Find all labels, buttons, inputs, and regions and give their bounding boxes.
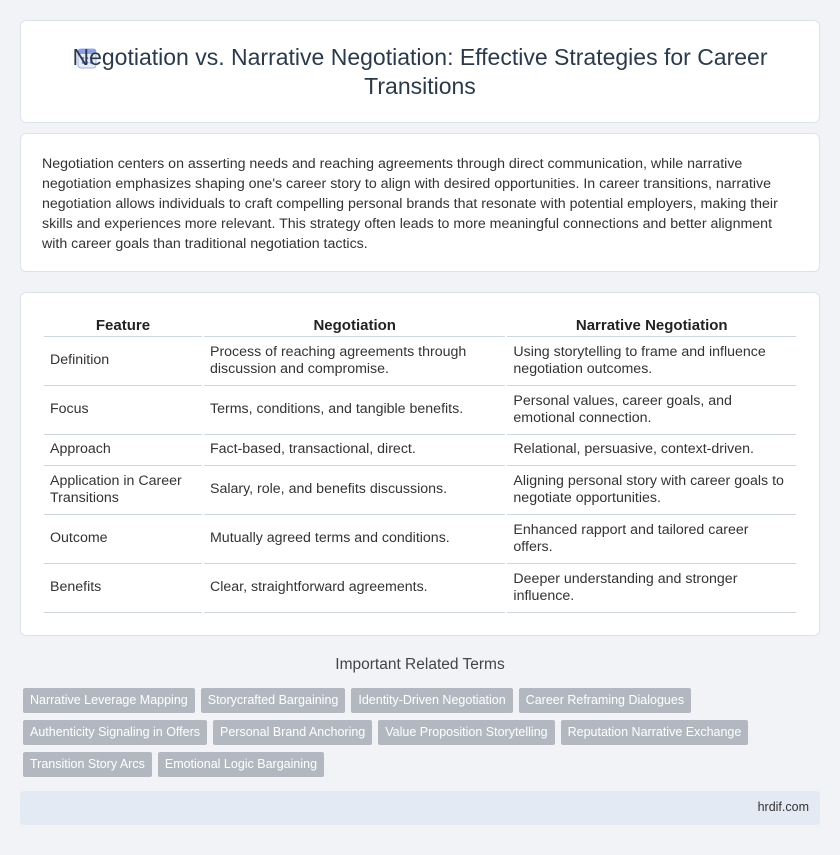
related-term-tag[interactable]: Authenticity Signaling in Offers: [23, 720, 207, 745]
comparison-card: [20, 292, 820, 636]
table-row: [44, 515, 796, 564]
table-header-row: [44, 315, 796, 337]
negotiation-cell: Salary, role, and benefits discussions.: [204, 466, 505, 515]
table-row: [44, 337, 796, 386]
table-row: [44, 466, 796, 515]
negotiation-cell: Clear, straightforward agreements.: [204, 564, 505, 613]
negotiation-cell: Terms, conditions, and tangible benefits.: [204, 386, 505, 435]
negotiation-cell: Mutually agreed terms and conditions.: [204, 515, 505, 564]
narrative-cell: Using storytelling to frame and influence negotiation outcomes.: [507, 337, 796, 386]
summary-card: [20, 133, 820, 272]
narrative-cell: Personal values, career goals, and emotional connection.: [507, 386, 796, 435]
feature-cell: Definition: [44, 337, 202, 386]
narrative-cell: Aligning personal story with career goals to negotiate opportunities.: [507, 466, 796, 515]
header-feature: Feature: [44, 315, 202, 337]
narrative-cell: Relational, persuasive, context-driven.: [507, 435, 796, 466]
feature-cell: Focus: [44, 386, 202, 435]
negotiation-cell: Fact-based, transactional, direct.: [204, 435, 505, 466]
feature-cell: Approach: [44, 435, 202, 466]
comparison-table: [42, 315, 798, 613]
title-card: [20, 20, 820, 123]
narrative-cell: Deeper understanding and stronger influence.: [507, 564, 796, 613]
page-title: Negotiation vs. Narrative Negotiation: Effective Strategies for Career Transitions: [72, 44, 768, 99]
related-term-tag[interactable]: Value Proposition Storytelling: [378, 720, 554, 745]
header-negotiation: Negotiation: [204, 315, 505, 337]
header-narrative-negotiation: Narrative Negotiation: [507, 315, 796, 337]
related-term-tag[interactable]: Identity-Driven Negotiation: [351, 688, 512, 713]
feature-cell: Application in Career Transitions: [44, 466, 202, 515]
table-row: [44, 564, 796, 613]
related-term-tag[interactable]: Narrative Leverage Mapping: [23, 688, 195, 713]
table-row: [44, 386, 796, 435]
related-term-tag[interactable]: Storycrafted Bargaining: [201, 688, 346, 713]
negotiation-cell: Process of reaching agreements through discussion and compromise.: [204, 337, 505, 386]
summary-paragraph: Negotiation centers on asserting needs and reaching agreements through direct communication, while narrative negotiation emphasizes shaping one's career story to align with desired opportunities. In career transitions, narrative negotiation allows individuals to craft compelling personal brands that resonate with potential employers, making their skills and experiences more relevant. This strategy often leads to more meaningful connections and better alignment with career goals than traditional negotiation tactics.: [42, 156, 778, 252]
related-term-tag[interactable]: Emotional Logic Bargaining: [158, 752, 324, 777]
related-term-tag[interactable]: Reputation Narrative Exchange: [561, 720, 749, 745]
site-name[interactable]: hrdif.com: [757, 800, 809, 814]
narrative-cell: Enhanced rapport and tailored career offers.: [507, 515, 796, 564]
footer-bar: [20, 791, 820, 825]
feature-cell: Benefits: [44, 564, 202, 613]
related-term-tag[interactable]: Personal Brand Anchoring: [213, 720, 372, 745]
related-terms-list: [23, 688, 783, 784]
feature-cell: Outcome: [44, 515, 202, 564]
related-term-tag[interactable]: Career Reframing Dialogues: [519, 688, 691, 713]
table-row: [44, 435, 796, 466]
related-terms-heading: Important Related Terms: [335, 656, 505, 673]
related-term-tag[interactable]: Transition Story Arcs: [23, 752, 152, 777]
